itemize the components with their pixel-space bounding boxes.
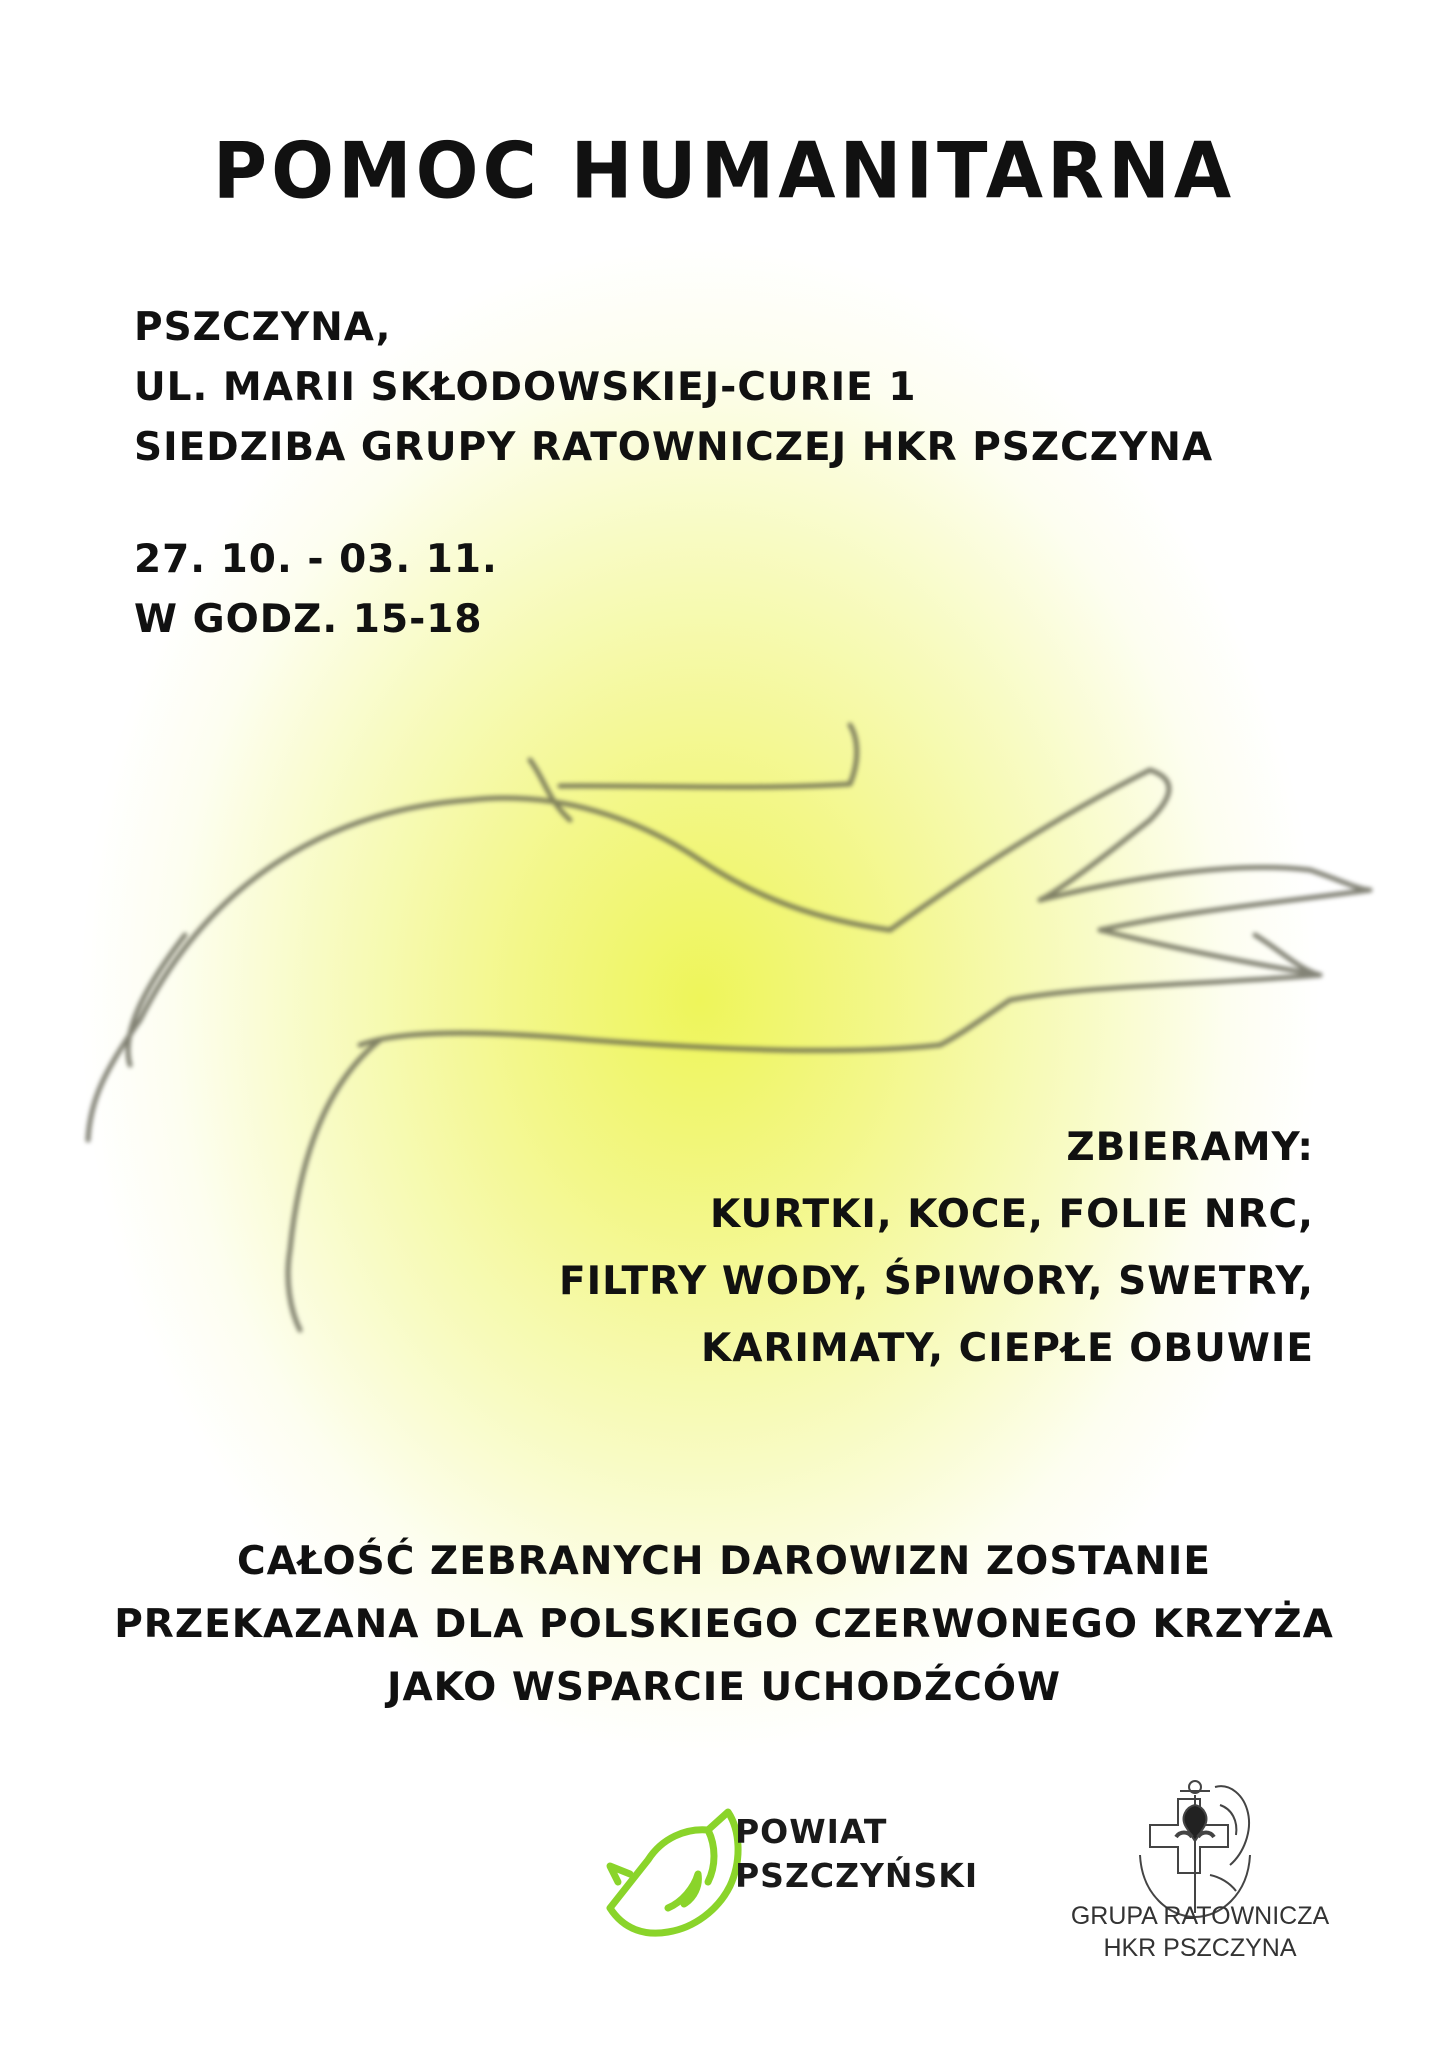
illustration-stroke-wing2: [1040, 867, 1370, 930]
grupa-logo-line-1: GRUPA RATOWNICZA: [1070, 1902, 1330, 1930]
collection-list: [559, 1114, 1314, 1382]
collection-heading: ZBIERAMY:: [1066, 1125, 1314, 1170]
poster-title: POMOC HUMANITARNA: [212, 125, 1236, 217]
donation-note-line-1: CAŁOŚĆ ZEBRANYCH DAROWIZN ZOSTANIE: [237, 1539, 1211, 1584]
date-range: 27. 10. - 03. 11.: [134, 537, 498, 582]
opening-hours: W GODZ. 15-18: [134, 597, 483, 642]
powiat-logo-text: [735, 1810, 978, 1898]
donation-note-line-3: JAKO WSPARCIE UCHODŹCÓW: [386, 1665, 1062, 1710]
collection-items-3: KARIMATY, CIEPŁE OBUWIE: [700, 1326, 1314, 1371]
address-street: UL. MARII SKŁODOWSKIEJ-CURIE 1: [134, 365, 917, 410]
donation-note: [0, 1530, 1448, 1719]
illustration-stroke-wing1: [890, 770, 1169, 930]
grupa-logo-line-2: HKR PSZCZYNA: [1103, 1934, 1297, 1962]
collection-items-1: KURTKI, KOCE, FOLIE NRC,: [710, 1192, 1314, 1237]
illustration-stroke-palm: [360, 1033, 940, 1050]
illustration-stroke-arm: [288, 1040, 380, 1330]
illustration-stroke-wing3: [1100, 930, 1320, 975]
illustration-stroke-left: [128, 935, 185, 1065]
powiat-logo-line-1: POWIAT: [735, 1812, 888, 1851]
address-venue: SIEDZIBA GRUPY RATOWNICZEJ HKR PSZCZYNA: [134, 425, 1214, 470]
grupa-logo-text: [1010, 1900, 1390, 1964]
donation-note-line-2: PRZEKAZANA DLA POLSKIEGO CZERWONEGO KRZYŻA: [114, 1602, 1334, 1647]
illustration-stroke-wrist: [940, 975, 1320, 1045]
illustration-stroke-top: [140, 798, 890, 1020]
illustration-stroke-leftlow: [88, 1020, 140, 1140]
address-city: PSZCZYNA,: [134, 305, 392, 350]
collection-items-2: FILTRY WODY, ŚPIWORY, SWETRY,: [558, 1259, 1314, 1304]
powiat-logo-line-2: PSZCZYŃSKI: [735, 1856, 979, 1895]
